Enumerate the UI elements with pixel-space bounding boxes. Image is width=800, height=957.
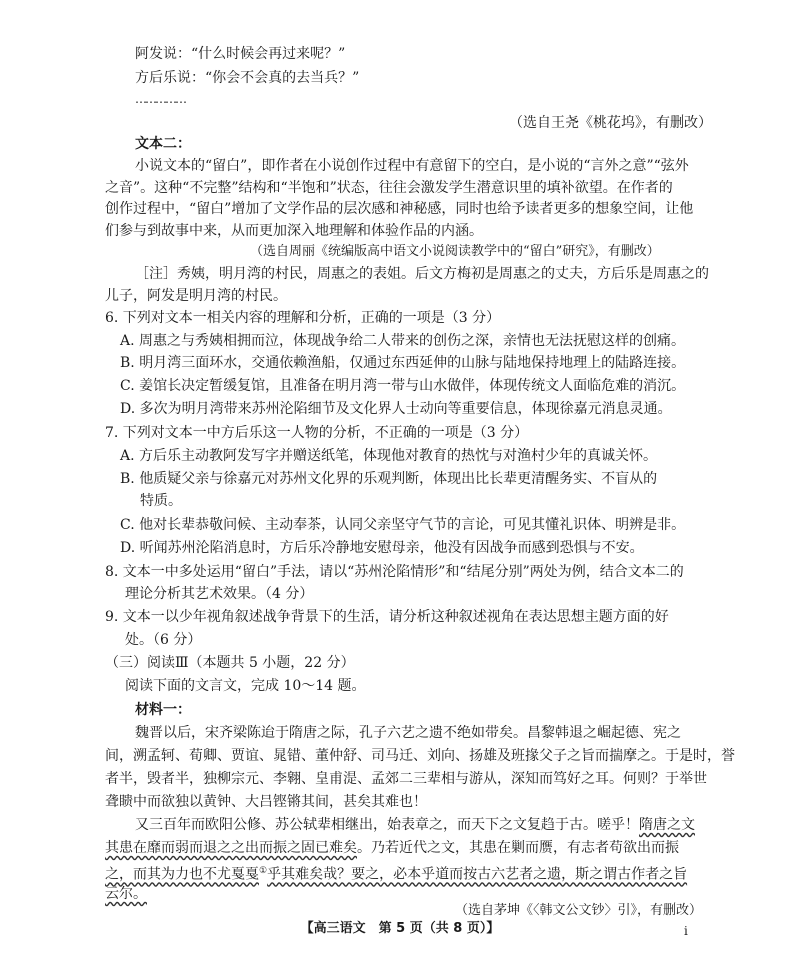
question-9-stem: 9. 文本一以少年视角叙述战争背景下的生活，请分析这种叙述视角在表达思想主题方面的好 (105, 609, 669, 625)
option-d: D. 多次为明月湾带来苏州沦陷细节及文化界人士动向等重要信息，体现徐嘉元消息灵通。 (120, 401, 672, 417)
underlined-sentence: 隋唐之文 (639, 817, 695, 833)
paragraph-line: 之音”。这种“不完整”结构和“半饱和”状态，往往会激发学生潜意识里的填补欲望。在作者的 (105, 180, 673, 196)
paragraph-line: 们参与到故事中来，从而更加深入地理解和体验作品的内涵。 (105, 223, 483, 239)
option-c: C. 姜馆长决定暂缓复馆，且准备在明月湾一带与山水做伴，体现传统文人面临危难的消沉。 (120, 378, 686, 394)
section-heading: （三）阅读Ⅲ（本题共 5 小题，22 分） (105, 655, 355, 671)
classical-text-line: 聋瞆中而欲独以黄钟、大吕铿锵其间，甚矣其难也！ (105, 794, 427, 810)
option-a: A. 周惠之与秀姨相拥而泣，体现战争给二人带来的创伤之深，亲情也无法抚慰这样的创痛。 (120, 333, 686, 349)
text-segment: 又三百年而欧阳公修、苏公轼辈相继出，始表章之，而天下之文复趋于古。嗟乎！ (135, 817, 639, 833)
option-d: D. 听闻苏州沦陷消息时，方后乐冷静地安慰母亲，他没有因战争而感到恐惧与不安。 (120, 540, 644, 556)
instruction: 阅读下面的文言文，完成 10～14 题。 (125, 678, 366, 694)
dialogue-line: 方后乐说：“你会不会真的去当兵？” (135, 70, 360, 86)
classical-text-line: 魏晋以后，宋齐梁陈迨于隋唐之际，孔子六艺之遗不绝如带矣。昌黎韩退之崛起德、宪之 (135, 725, 681, 741)
classical-text-line (105, 838, 679, 858)
underlined-sentence: 云尔。 (105, 886, 147, 902)
underlined-sentence: 之，而其为力也不尤戛戛 (105, 866, 259, 883)
classical-text-line: 者半，毁者半，独柳宗元、李翱、皇甫湜、孟郊二三辈相与游从，深知而笃好之耳。何则？于举世 (105, 771, 707, 787)
source-citation: （选自茅坤《〈韩文公文钞〉引》，有删改） (455, 903, 703, 918)
underlined-sentence: 其患在靡而弱而退之之出而振之固已难矣 (105, 840, 357, 856)
note-line: ［注］秀姨，明月湾的村民，周惠之的表姐。后文方梅初是周惠之的丈夫，方后乐是周惠之的 (135, 266, 709, 282)
question-8-stem: 8. 文本一中多处运用“留白”手法，请以“苏州沦陷情形”和“结尾分别”两处为例，结合文本二的 (105, 564, 684, 580)
classical-text-line (105, 884, 147, 904)
question-7-stem: 7. 下列对文本一中方后乐这一人物的分析，不正确的一项是（3 分） (105, 425, 529, 441)
note-line: 儿子，阿发是明月湾的村民。 (105, 288, 287, 304)
page-footer: 【高三语文 第 5 页（共 8 页）】 (300, 921, 500, 936)
source-citation: （选自周丽《统编版高中语文小说阅读教学中的“留白”研究》，有删改） (250, 244, 660, 259)
option-b-continued: 特质。 (140, 493, 182, 509)
question-8-continued: 理论分析其艺术效果。（4 分） (125, 586, 314, 602)
ellipsis: …………… (135, 92, 185, 106)
underlined-sentence: 乎其难矣哉？ (267, 866, 352, 883)
option-c: C. 他对长辈恭敬问候、主动奉茶，认同父亲坚守气节的言论，可见其懂礼识体、明辨是非。 (120, 517, 686, 533)
option-b: B. 明月湾三面环水，交通依赖渔船，仅通过东西延伸的山脉与陆地保持地理上的陆路连接。 (120, 355, 686, 371)
text-segment: 。乃若近代之文，其患在剿而赝，有志者苟欲出而振 (357, 840, 679, 856)
source-citation: （选自王尧《桃花坞》，有删改） (509, 115, 712, 131)
classical-text-line: 间，溯孟轲、荀卿、贾谊、晁错、董仲舒、司马迁、刘向、扬雄及班掾父子之旨而揣摩之。于是时，誉 (105, 748, 735, 764)
material-heading: 材料一： (135, 702, 191, 718)
underlined-sentence: 要之，必本乎道而按古六艺者之遗，斯之谓古作者之旨 (351, 866, 688, 883)
corner-mark: ⅰ (684, 924, 688, 938)
dialogue-line: 阿发说：“什么时候会再过来呢？” (135, 46, 346, 62)
question-6-stem: 6. 下列对文本一相关内容的理解和分析，正确的一项是（3 分） (105, 310, 501, 326)
question-9-continued: 处。（6 分） (125, 632, 202, 648)
classical-text-line (105, 861, 687, 885)
paragraph-line: 小说文本的“留白”，即作者在小说创作过程中有意留下的空白，是小说的“言外之意”“弦外 (135, 158, 689, 174)
classical-text-line (135, 815, 695, 835)
option-a: A. 方后乐主动教阿发写字并赠送纸笔，体现他对教育的热忱与对渔村少年的真诚关怀。 (120, 448, 658, 464)
paragraph-line: 创作过程中，“留白”增加了文学作品的层次感和神秘感，同时也给予读者更多的想象空间，让他 (105, 201, 694, 217)
option-b: B. 他质疑父亲与徐嘉元对苏州文化界的乐观判断，体现出比长辈更清醒务实、不盲从的 (120, 471, 658, 487)
footnote-marker: ① (259, 866, 268, 876)
section-heading: 文本二： (135, 136, 191, 152)
